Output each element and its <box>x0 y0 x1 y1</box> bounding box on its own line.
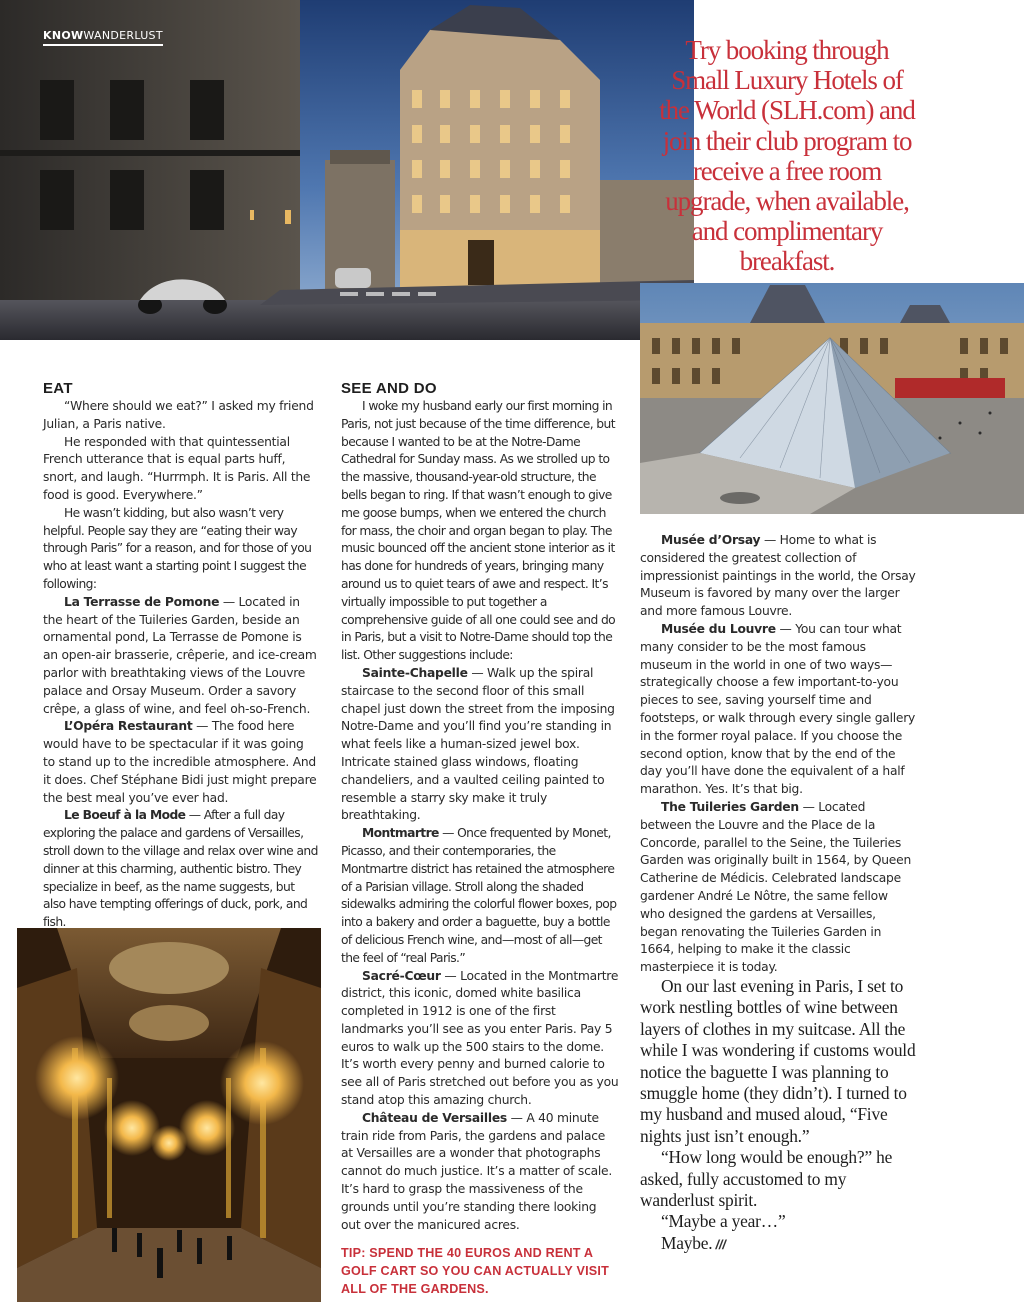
eat-column <box>43 380 319 932</box>
eat-item <box>43 718 319 807</box>
louvre-illustration <box>640 283 1024 514</box>
see-item-text: — A 40 minute train ride from Paris, the gardens and palace at Versailles are a wonder that photographs cannot do much justice. It’s a matter of scale. It’s hard to grasp the massiveness of the grounds until you’re standing there looking out over the manicured acres. <box>341 1110 613 1232</box>
section-label-bold: KNOW <box>43 29 84 42</box>
hero-illustration <box>0 0 694 340</box>
eat-item <box>43 807 319 932</box>
closing-paragraph <box>640 1233 924 1255</box>
eat-item-text: — Located in the heart of the Tuileries Garden, beside an ornamental pond, La Terrasse de Pomone is an open-air brasserie, crêperie, and ice-cream parlor with breathtaking views of the Louvre palace and Orsay Museum. Order a savory crêpe, a glass of wine, and feel oh-so-French. <box>43 594 317 716</box>
see-item <box>341 825 619 967</box>
see-and-do-column <box>341 380 619 1298</box>
closing-paragraph: On our last evening in Paris, I set to work nestling bottles of wine between layers of clothes in my suitcase. All the while I was wondering if customs would notice the baguette I was planning to smuggle home (they didn’t). I turned to my husband and mused aloud, “Five nights just isn’t enough.” <box>640 976 916 1146</box>
see-item-text: — Once frequented by Monet, Picasso, and their contemporaries, the Montmartre district has retained the atmosphere of a Parisian village. Stroll along the shaded sidewalks admiring the colorful flower boxes, pop into a bakery and order a baguette, buy a bottle of delicious French wine, and—most of all—get the feel of “real Paris.” <box>341 826 617 965</box>
see-item <box>341 665 619 825</box>
tip-callout: TIP: SPEND THE 40 EUROS AND RENT A GOLF CART SO YOU CAN ACTUALLY VISIT ALL OF THE GARDENS. <box>341 1246 609 1297</box>
museums-column <box>640 532 916 977</box>
hero-photo <box>0 0 694 340</box>
opera-illustration <box>17 928 321 1302</box>
end-mark: /// <box>715 1236 726 1252</box>
eat-item-name: L’Opéra Restaurant <box>64 719 193 734</box>
eat-paragraph: He responded with that quintessential French utterance that is equal parts huff, snort, and laugh. “Hurrmph. It is Paris. All the food is good. Everywhere.” <box>43 434 311 502</box>
see-heading: SEE AND DO <box>341 380 437 397</box>
pull-quote: Try booking through Small Luxury Hotels of the World (SLH.com) and join their club program to receive a free room upgrade, when available, and complimentary breakfast. <box>659 35 915 277</box>
see-item <box>341 1110 619 1235</box>
museum-item-name: The Tuileries Garden <box>661 799 799 814</box>
eat-item-text: — The food here would have to be spectacular if it was going to stand up to the incredible atmosphere. And it does. Chef Stéphane Bidi just might prepare the best meal you’ve ever had. <box>43 719 317 805</box>
closing-story <box>640 976 924 1255</box>
eat-item-name: La Terrasse de Pomone <box>64 594 220 609</box>
museum-item <box>640 532 916 621</box>
museum-item <box>640 799 916 977</box>
closing-paragraph: “How long would be enough?” he asked, fully accustomed to my wanderlust spirit. <box>640 1147 893 1211</box>
see-item-text: — Located in the Montmartre district, this iconic, domed white basilica completed in 1912 is one of the first landmarks you’ll see as you enter Paris. Pay 5 euros to walk up the 500 stairs to the dome. It’s worth every penny and burned calorie to see all of Paris stretched out before you as you stand atop this amazing church. <box>341 968 619 1108</box>
eat-item <box>43 594 319 719</box>
closing-paragraph: “Maybe a year…” <box>661 1211 786 1232</box>
eat-item-text: — After a full day exploring the palace and gardens of Versailles, stroll down to the village and relax over wine and dinner at this charming, authentic bistro. They specialize in beef, as the name suggests, but also have tempting offerings of duck, pork, and fish. <box>43 808 318 930</box>
see-item-name: Château de Versailles <box>362 1110 507 1125</box>
museum-item-text: — Home to what is considered the greatest collection of impressionist paintings in the world, the Orsay Museum is favored by many over the larger and more famous Louvre. <box>640 533 916 619</box>
museum-item-name: Musée du Louvre <box>661 621 776 636</box>
opera-foyer-photo <box>17 928 321 1302</box>
eat-paragraph: He wasn’t kidding, but also wasn’t very helpful. People say they are “eating their way through Paris” for a reason, and for those of you who at least want a starting point I suggest the following: <box>43 505 312 591</box>
section-label <box>43 29 163 46</box>
louvre-photo <box>640 283 1024 514</box>
see-paragraph: I woke my husband early our first morning in Paris, not just because of the time difference, but because I wanted to be at the Notre-Dame Cathedral for Sunday mass. As we strolled up to the massive, thousand-year-old structure, the bells began to ring. If that wasn’t enough to give me goose bumps, when we entered the church for mass, the choir and organ began to play. The music bounced off the ancient stone interior as it has done for hundreds of years, bringing many around us to quiet tears of awe and respect. It’s virtually impossible to put together a comprehensive guide of all one could see and do in Paris, but a visit to Notre-Dame should top the list. Other suggestions include: <box>341 399 616 663</box>
museum-item-text: — Located between the Louvre and the Place de la Concorde, parallel to the Seine, the Tuileries Garden was originally built in 1564, by Queen Catherine de Médicis. Celebrated landscape gardener André Le Nôtre, the same fellow who designed the gardens at Versailles, began renovating the Tuileries Garden in 1664, helping to make it the classic masterpiece it is today. <box>640 799 911 975</box>
see-item-name: Sainte-Chapelle <box>362 665 468 680</box>
see-item-text: — Walk up the spiral staircase to the second floor of this small chapel just down the street from the imposing Notre-Dame and you’ll find you’re standing in what feels like a human-sized jewel box. Intricate stained glass windows, floating chandeliers, and a vaulted ceiling painted to resemble a starry sky make it truly breathtaking. <box>341 665 615 823</box>
museum-item-text: — You can tour what many consider to be the most famous museum in the world in one of two ways—strategically choose a few important-to-you pieces to see, saving yourself time and footsteps, or walk through every single gallery in the former royal palace. If you choose the second option, know that by the end of the day you’ll have done the equivalent of a half marathon. Yes. It’s that big. <box>640 621 916 797</box>
see-item-name: Sacré-Cœur <box>362 968 441 983</box>
see-item <box>341 968 619 1110</box>
see-item-name: Montmartre <box>362 826 439 841</box>
section-label-thin: WANDERLUST <box>83 29 163 42</box>
eat-paragraph: “Where should we eat?” I asked my friend Julian, a Paris native. <box>43 399 314 431</box>
museum-item-name: Musée d’Orsay <box>661 533 761 547</box>
eat-heading: EAT <box>43 380 73 397</box>
eat-item-name: Le Boeuf à la Mode <box>64 808 186 823</box>
closing-last-word: Maybe. <box>661 1232 713 1253</box>
museum-item <box>640 621 916 799</box>
